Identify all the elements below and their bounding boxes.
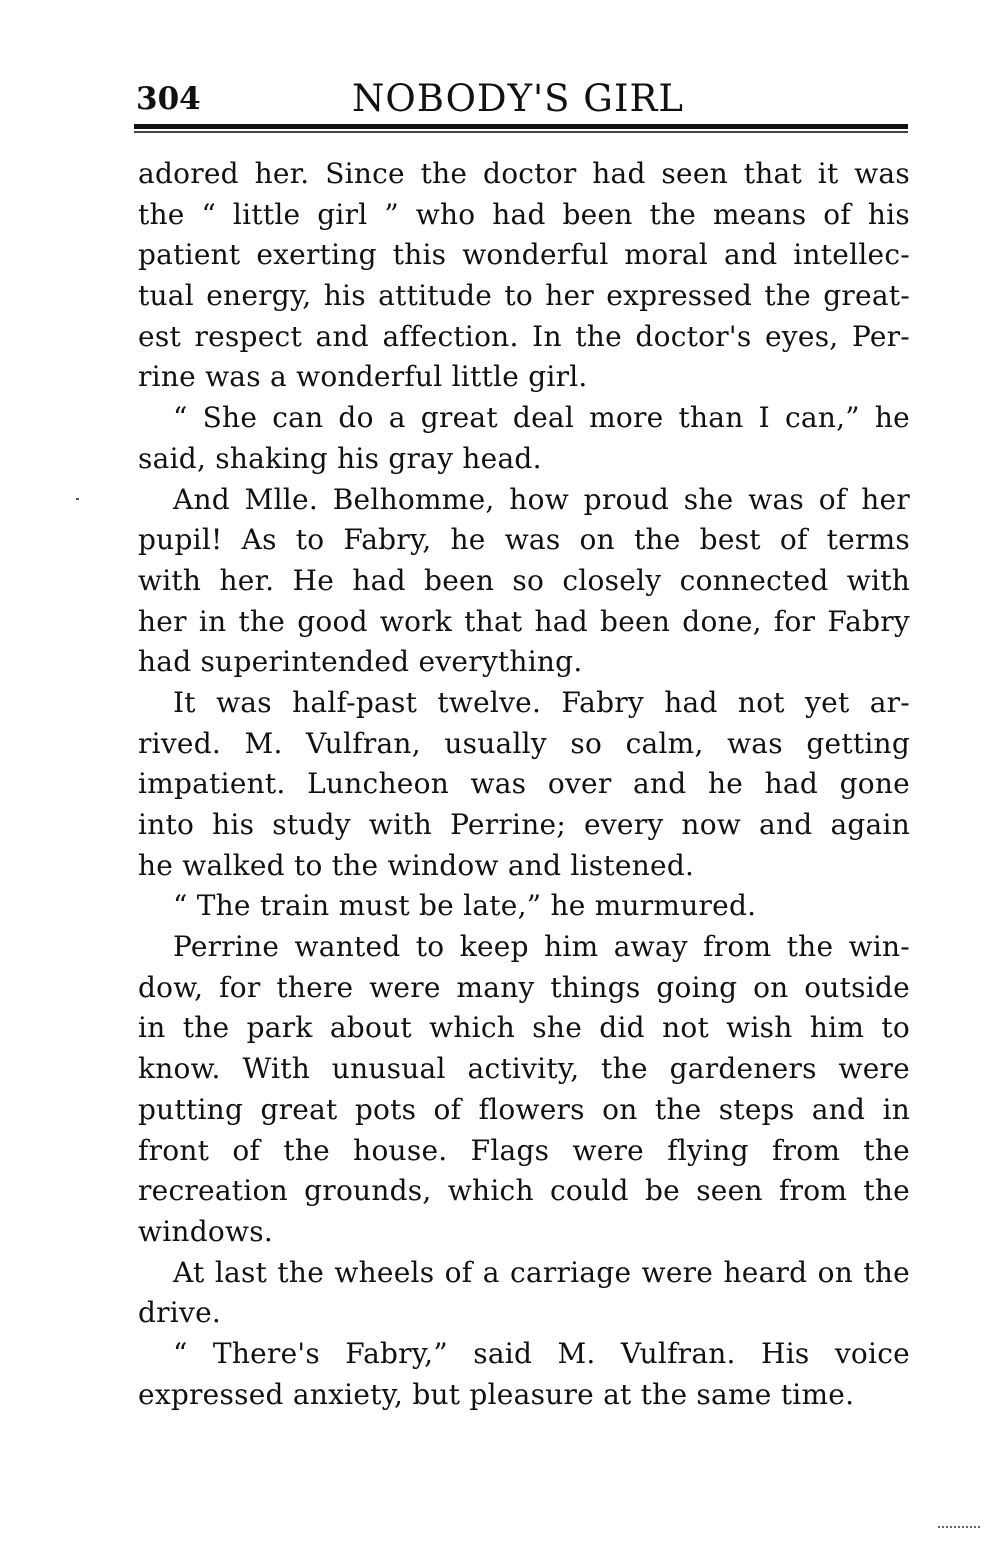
text-line: impatient. Luncheon was over and he had gone bbox=[138, 767, 910, 801]
header-rule-thick bbox=[134, 124, 908, 129]
text-line: est respect and affection. In the doctor's eyes, Per- bbox=[138, 319, 910, 353]
text-line: expressed anxiety, but pleasure at the same time. bbox=[138, 1377, 855, 1411]
header-rule bbox=[134, 124, 908, 133]
text-line: into his study with Perrine; every now and again bbox=[138, 808, 910, 841]
text-line: putting great pots of flowers on the steps and in bbox=[138, 1092, 910, 1126]
text-line: It was half-past twelve. Fabry had not yet ar- bbox=[173, 685, 910, 719]
text-line: her in the good work that had been done, for Fabry bbox=[138, 604, 910, 638]
text-line: “ The train must be late,” he murmured. bbox=[173, 889, 757, 923]
text-line: with her. He had been so closely connected with bbox=[138, 563, 910, 597]
text-line: “ There's Fabry,” said M. Vulfran. His voice bbox=[173, 1336, 910, 1370]
text-line: recreation grounds, which could be seen from the bbox=[138, 1174, 910, 1208]
text-line: front of the house. Flags were flying from the bbox=[138, 1133, 910, 1167]
text-line: said, shaking his gray head. bbox=[138, 441, 542, 475]
text-line: “ She can do a great deal more than I can,” he bbox=[173, 401, 910, 435]
text-line: At last the wheels of a carriage were heard on the bbox=[173, 1255, 910, 1289]
page-number: 304 bbox=[136, 81, 201, 117]
text-line: know. With unusual activity, the gardeners were bbox=[138, 1052, 910, 1086]
text-line: adored her. Since the doctor had seen that it was bbox=[138, 157, 910, 190]
page-header bbox=[136, 76, 908, 122]
text-line: rived. M. Vulfran, usually so calm, was getting bbox=[138, 726, 910, 760]
text-line: rine was a wonderful little girl. bbox=[138, 360, 588, 394]
text-line: the “ little girl ” who had been the means of his bbox=[138, 197, 910, 231]
text-line: tual energy, his attitude to her expressed the great- bbox=[138, 279, 910, 313]
text-line: windows. bbox=[138, 1214, 273, 1248]
header-rule-thin bbox=[134, 131, 908, 133]
running-title: NOBODY'S GIRL bbox=[352, 77, 684, 120]
text-line: patient exerting this wonderful moral and intellec- bbox=[138, 238, 910, 272]
text-line: drive. bbox=[138, 1296, 222, 1330]
text-line: in the park about which she did not wish him to bbox=[138, 1011, 910, 1045]
body-text bbox=[138, 154, 910, 1415]
text-line: dow, for there were many things going on outside bbox=[138, 970, 910, 1004]
text-line: had superintended everything. bbox=[138, 645, 583, 679]
text-line: Perrine wanted to keep him away from the win- bbox=[173, 930, 910, 964]
stray-ink-mark bbox=[76, 498, 79, 500]
text-line: pupil! As to Fabry, he was on the best of terms bbox=[138, 523, 910, 557]
text-line: And Mlle. Belhomme, how proud she was of her bbox=[173, 482, 910, 516]
text-line: he walked to the window and listened. bbox=[138, 848, 695, 882]
corner-dotted-mark bbox=[938, 1526, 980, 1530]
